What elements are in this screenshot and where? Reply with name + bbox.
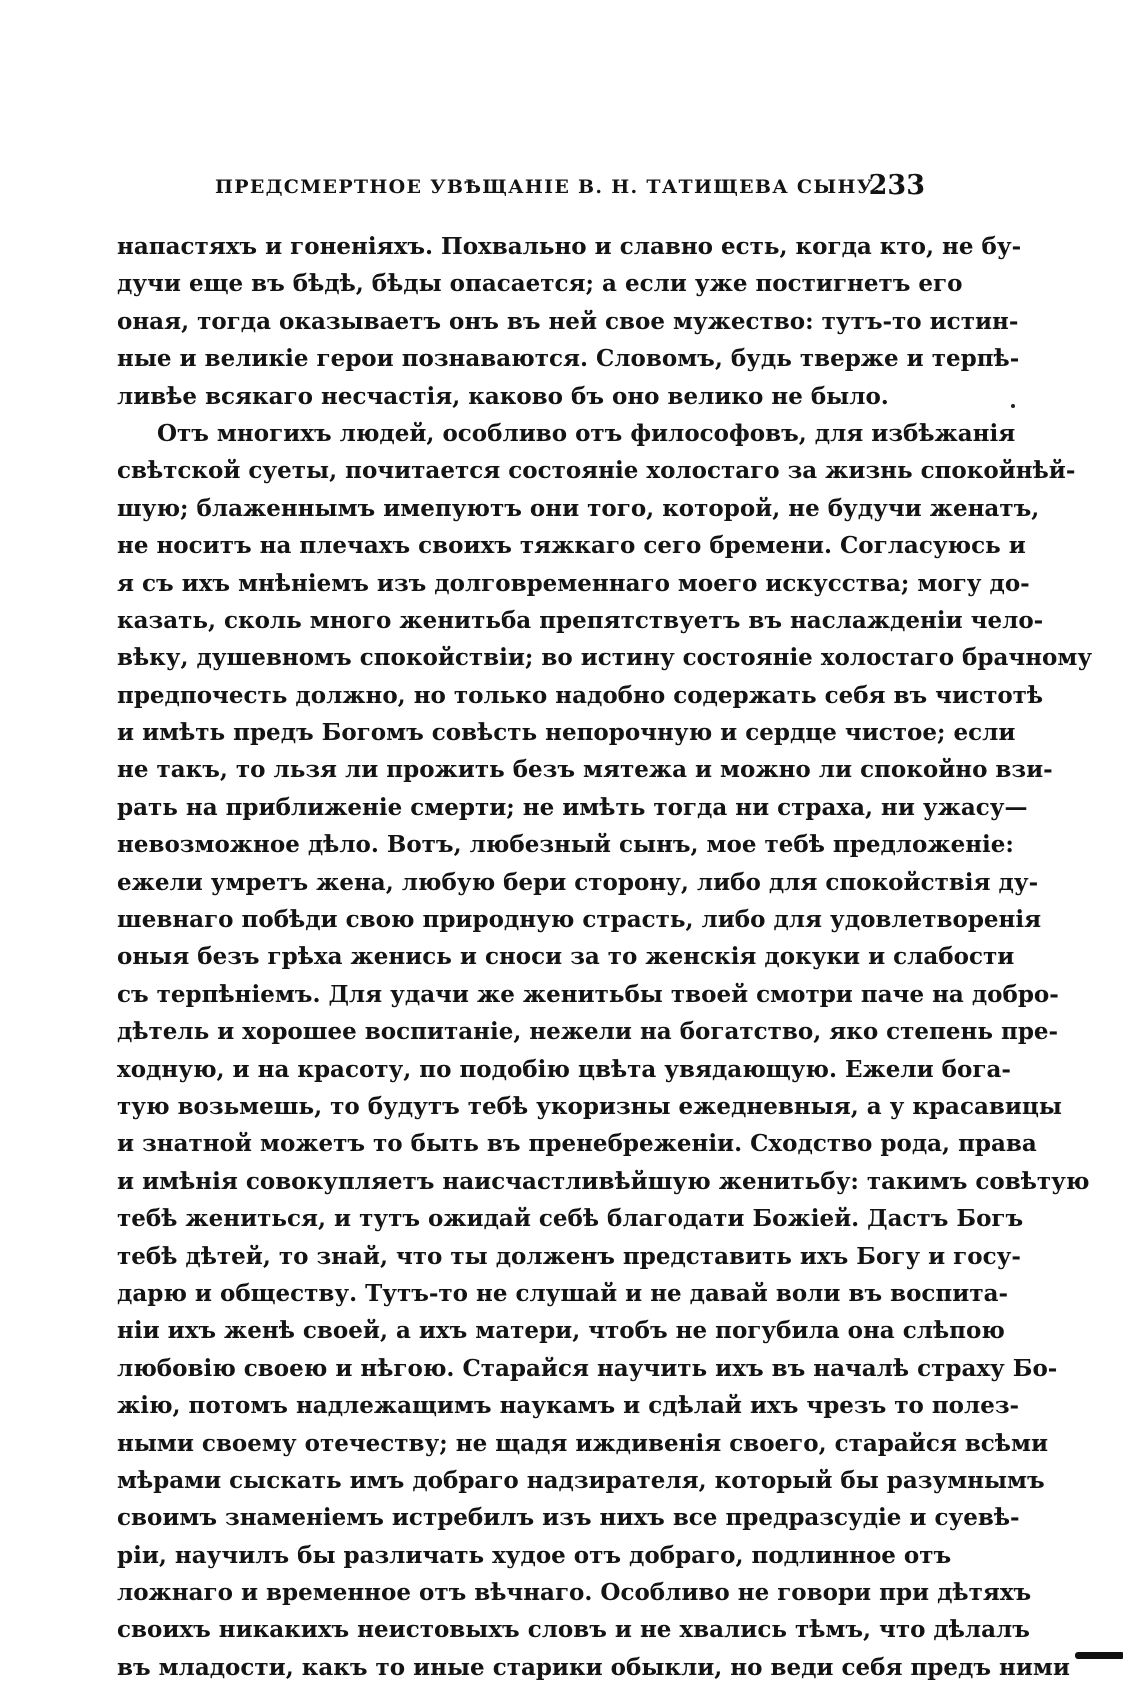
text-line: мѣрами сыскать имъ добраго надзирателя, который бы разумнымъ [117,1466,1045,1494]
page-number: 233 [868,170,925,201]
text-line: ежели умретъ жена, любую бери сторону, либо для спокойствія ду- [117,868,1039,896]
text-line: казать, сколь много женитьба препятствуетъ въ наслажденіи чело- [117,606,1044,634]
text-line: ными своему отечеству; не щадя иждивенія своего, старайся всѣми [117,1429,1049,1457]
text-line: жію, потомъ надлежащимъ наукамъ и сдѣлай ихъ чрезъ то полез- [117,1392,1020,1420]
paragraph [117,415,1093,1686]
text-line: напастяхъ и гоненіяхъ. Похвально и славно есть, когда кто, не бу- [117,233,1022,260]
text-line: и знатной можетъ то быть въ пренебреженіи. Сходство рода, права [117,1130,1037,1158]
text-line: ніи ихъ женѣ своей, а ихъ матери, чтобъ не погубила она слѣпою [117,1317,1005,1345]
text-line: вѣку, душевномъ спокойствіи; во истину состояніе холостаго брачному [117,644,1093,672]
text-line: ливѣе всякаго несчастія, каково бъ оно велико не было. [117,382,889,410]
text-line: своихъ никакихъ неистовыхъ словъ и не хвались тѣмъ, что дѣлалъ [117,1616,1030,1644]
text-line: свѣтской суеты, почитается состояніе холостаго за жизнь спокойнѣй- [117,457,1076,485]
text-line: оныя безъ грѣха женись и сноси за то женскія докуки и слабости [117,943,1015,971]
text-line: предпочесть должно, но только надобно содержать себя въ чистотѣ [117,681,1044,709]
page-header [215,170,925,210]
text-line: невозможное дѣло. Вотъ, любезный сынъ, мое тебѣ предложеніе: [117,831,1014,859]
paragraph [117,228,1022,415]
text-line: тебѣ дѣтей, то знай, что ты долженъ представить ихъ Богу и госу- [117,1242,1021,1270]
text-line: шую; блаженнымъ имепуютъ они того, которой, не будучи женатъ, [117,494,1040,522]
text-line: дучи еще въ бѣдѣ, бѣды опасается; а если уже постигнетъ его [117,270,963,298]
text-line: тебѣ жениться, и тутъ ожидай себѣ благодати Божіей. Дастъ Богъ [117,1205,1024,1233]
text-line: шевнаго побѣди свою природную страсть, либо для удовлетворенія [117,906,1042,934]
text-line: рать на приближеніе смерти; не имѣть тогда ни страха, ни ужасу— [117,793,1028,821]
text-line: не носитъ на плечахъ своихъ тяжкаго сего бремени. Согласуюсь и [117,532,1026,560]
text-line: ходную, и на красоту, по подобію цвѣта увядающую. Ежели бога- [117,1055,1011,1083]
stray-mark [1011,404,1015,408]
text-line: ные и великіе герои познаваются. Словомъ, будь тверже и терпѣ- [117,345,1020,373]
text-line: тую возьмешь, то будутъ тебѣ укоризны ежедневныя, а у красавицы [117,1092,1062,1120]
text-line: и имѣнія совокупляетъ наисчастливѣйшую женитьбу: такимъ совѣтую [117,1167,1090,1195]
text-line: я съ ихъ мнѣніемъ изъ долговременнаго моего искусства; могу до- [117,569,1030,597]
text-line: оная, тогда оказываетъ онъ въ ней свое мужество: тутъ-то истин- [117,307,1019,335]
text-line: ложнаго и временное отъ вѣчнаго. Особливо не говори при дѣтяхъ [117,1579,1032,1607]
text-line: и имѣть предъ Богомъ совѣсть непорочную и сердце чистое; если [117,719,1016,747]
text-line: съ терпѣніемъ. Для удачи же женитьбы твоей смотри паче на добро- [117,980,1059,1008]
text-line: Отъ многихъ людей, особливо отъ философовъ, для избѣжанія [157,419,1016,447]
running-head: ПРЕДСМЕРТНОЕ УВѢЩАНІЕ В. Н. ТАТИЩЕВА СЫНУ. [215,176,882,198]
text-line: любовію своею и нѣгою. Старайся научить ихъ въ началѣ страху Бо- [117,1354,1058,1382]
text-line: не такъ, то льзя ли прожить безъ мятежа и можно ли спокойно взи- [117,756,1053,784]
body-text [117,228,1093,1686]
text-line: дѣтель и хорошее воспитаніе, нежели на богатство, яко степень пре- [117,1018,1059,1046]
text-line: дарю и обществу. Тутъ-то не слушай и не давай воли въ воспита- [117,1279,1009,1307]
corner-dash-mark [1075,1652,1123,1659]
text-line: своимъ знаменіемъ истребилъ изъ нихъ все предразсудіе и суевѣ- [117,1504,1020,1532]
text-line: ріи, научилъ бы различать худое отъ добраго, подлинное отъ [117,1541,952,1569]
text-line: въ младости, какъ то иные старики обыкли, но веди себя предъ ними [117,1653,1070,1681]
